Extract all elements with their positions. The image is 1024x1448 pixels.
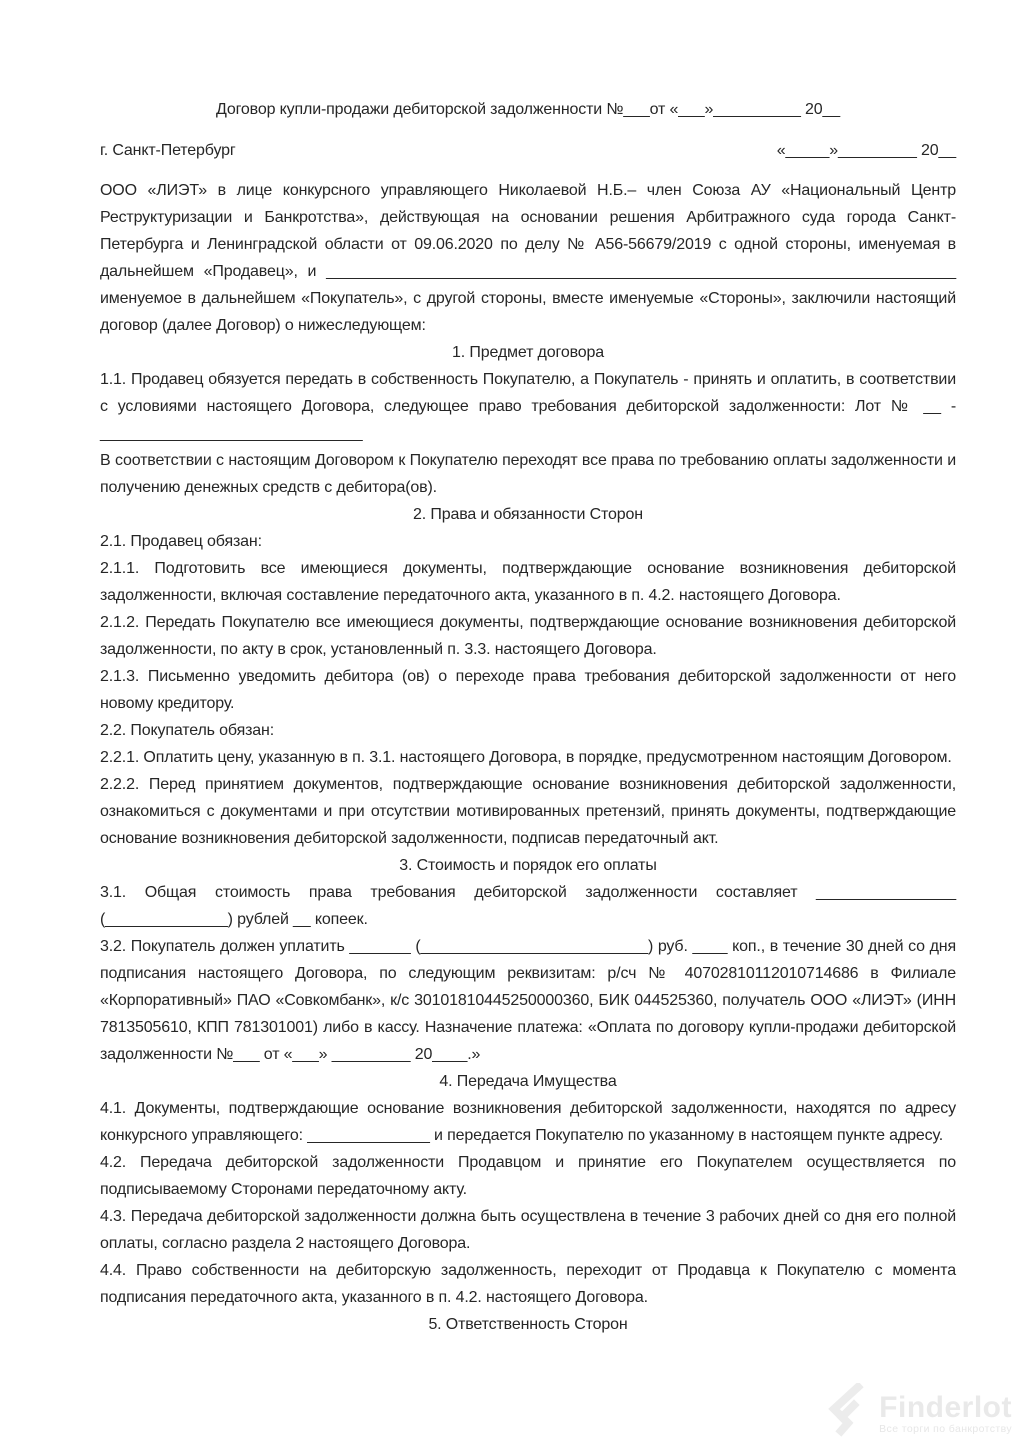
city-label: г. Санкт-Петербург xyxy=(100,142,236,159)
body-paragraph: 4.3. Передача дебиторской задолженности должна быть осуществлена в течение 3 рабочих дней со дня его полной оплаты, согласно раздела 2 настоящего Договора. xyxy=(100,1208,956,1252)
body-paragraph: 4.1. Документы, подтверждающие основание возникновения дебиторской задолженности, находятся по адресу конкурсного управляющего: ______________ и передается Покупателю по указанному в настоящем пункте адресу. xyxy=(100,1100,956,1144)
watermark-tagline: Все торги по банкротству xyxy=(879,1423,1012,1435)
document-title: Договор купли-продажи дебиторской задолженности №___от «___»__________ 20__ xyxy=(215,101,841,118)
section-heading: 3. Стоимость и порядок его оплаты xyxy=(399,857,657,874)
body-paragraph: 2.1.1. Подготовить все имеющиеся документы, подтверждающие основание возникновения дебиторской задолженности, включая составление передаточного акта, указанного в п. 4.2. настоящего Договора. xyxy=(100,560,956,604)
body-paragraph: 2.1. Продавец обязан: xyxy=(100,533,262,550)
section-heading: 4. Передача Имущества xyxy=(439,1073,617,1090)
body-paragraph: 2.2. Покупатель обязан: xyxy=(100,722,274,739)
body-paragraph: 2.2.1. Оплатить цену, указанную в п. 3.1. настоящего Договора, в порядке, предусмотренном настоящим Договором. xyxy=(100,749,952,766)
place-date-line xyxy=(100,137,956,164)
body-paragraph: 3.2. Покупатель должен уплатить _______ (__________________________) руб. ____ коп., в течение 30 дней со дня подписания настоящего Договора, по следующим реквизитам: р/сч № 40702810112010714686 в Филиале «Корпоративный» ПАО «Совкомбанк», к/с 30101810445250000360, БИК 044525360, получатель ООО «ЛИЭТ» (ИНН 7813505610, КПП 781301001) либо в кассу. Назначение платежа: «Оплата по договору купли-продажи дебиторской задолженности №___ от «___» _________ 20____.» xyxy=(100,938,956,1063)
body-paragraph: 1.1. Продавец обязуется передать в собственность Покупателю, а Покупатель - принять и оплатить, в соответствии с условиями настоящего Договора, следующее право требования дебиторской задолженности: Лот № __ -______________________________ xyxy=(100,371,956,442)
document-body xyxy=(100,177,956,1338)
section-heading: 1. Предмет договора xyxy=(452,344,604,361)
document-content xyxy=(100,96,956,1338)
body-paragraph: 2.1.3. Письменно уведомить дебитора (ов) о переходе права требования дебиторской задолженности от него новому кредитору. xyxy=(100,668,956,712)
watermark-brand: Finderlot xyxy=(879,1391,1012,1424)
body-paragraph: 4.4. Право собственности на дебиторскую задолженность, переходит от Продавца к Покупателю с момента подписания передаточного акта, указанного в п. 4.2. настоящего Договора. xyxy=(100,1262,956,1306)
body-paragraph: ООО «ЛИЭТ» в лице конкурсного управляющего Николаевой Н.Б.– член Союза АУ «Национальный Центр Реструктуризации и Банкротства», действующая на основании решения Арбитражного суда города Санкт-Петербурга и Ленинградской области от 09.06.2020 по делу № А56-56679/2019 с одной стороны, именуемая в дальнейшем «Продавец», и ________________________________________________________________________ именуемое в дальнейшем «Покупатель», с другой стороны, вместе именуемые «Стороны», заключили настоящий договор (далее Договор) о нижеследующем: xyxy=(100,182,956,334)
section-heading: 5. Ответственность Сторон xyxy=(428,1316,628,1333)
body-paragraph: 2.2.2. Перед принятием документов, подтверждающие основание возникновения дебиторской задолженности, ознакомиться с документами и при отсутствии мотивированных претензий, принять документы, подтверждающие основание возникновения дебиторской задолженности, подписав передаточный акт. xyxy=(100,776,956,847)
section-heading: 2. Права и обязанности Сторон xyxy=(413,506,643,523)
body-paragraph: 3.1. Общая стоимость права требования дебиторской задолженности составляет ________________ (______________) рублей __ копеек. xyxy=(100,884,956,928)
finderlot-logo-icon xyxy=(820,1383,872,1446)
watermark xyxy=(820,1383,1012,1446)
date-blank: «_____»_________ 20__ xyxy=(776,142,956,159)
body-paragraph: 4.2. Передача дебиторской задолженности Продавцом и принятие его Покупателем осуществляется по подписываемому Сторонами передаточному акту. xyxy=(100,1154,956,1198)
watermark-text xyxy=(879,1393,1012,1436)
body-paragraph: В соответствии с настоящим Договором к Покупателю переходят все права по требованию оплаты задолженности и получению денежных средств с дебитора(ов). xyxy=(100,452,956,496)
body-paragraph: 2.1.2. Передать Покупателю все имеющиеся документы, подтверждающие основание возникновения дебиторской задолженности, по акту в срок, установленный п. 3.3. настоящего Договора. xyxy=(100,614,956,658)
